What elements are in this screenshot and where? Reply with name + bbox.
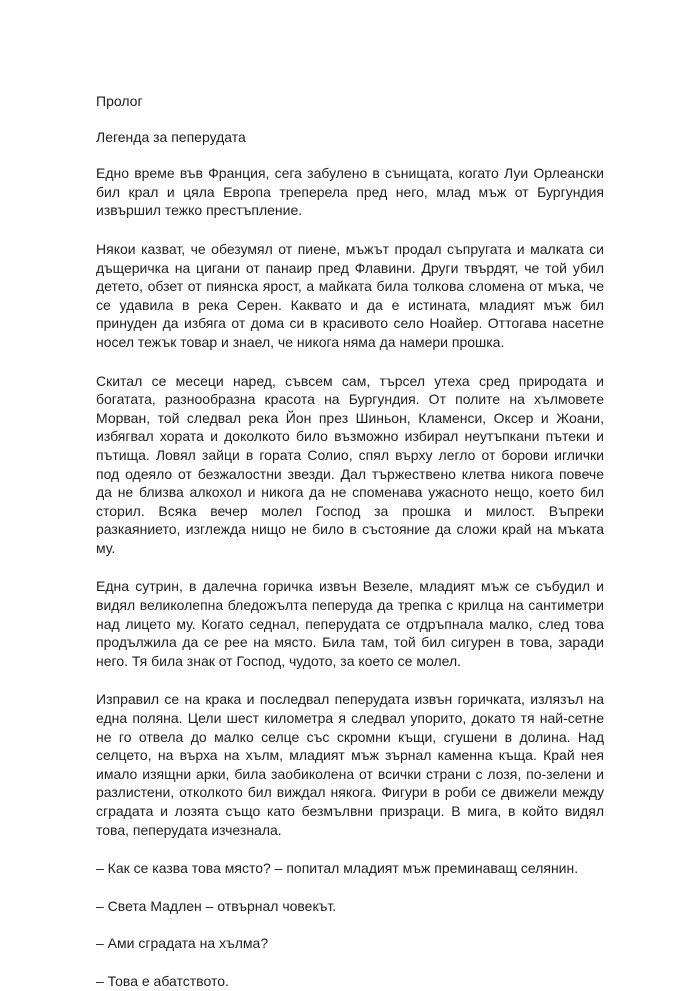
dialogue-line-2: – Света Мадлен – отвърнал човекът. bbox=[96, 897, 337, 914]
dialogue-line-4: – Това е абатството. bbox=[96, 972, 229, 989]
dialogue-line-1: – Как се казва това място? – попитал младият мъж преминаващ селянин. bbox=[96, 860, 579, 877]
paragraph-1: Едно време във Франция, сега забулено в сънищата, когато Луи Орлеански бил крал и цяла Европа треперела пред него, млад мъж от Бургундия извършил тежко престъпление. bbox=[96, 165, 604, 219]
legend-subheading: Легенда за пеперудата bbox=[96, 128, 246, 145]
dialogue-line-3: – Ами сградата на хълма? bbox=[96, 935, 269, 952]
paragraph-5: Изправил се на крака и последвал пеперудата извън горичката, излязъл на една поляна. Цели шест километра я следвал упорито, докато тя най-сетне не го отвела до малко селце със скромни къщи, сгушени в долина. Над селцето, на върха на хълм, младият мъж зърнал каменна къща. Край нея имало изящни арки, била заобиколена от всички страни с лозя, по-зелени и разлистени, отколкото бил виждал някога. Фигури в роби се движели между сградата и лозята също като безмълвни призраци. В мига, в който видял това, пеперудата изчезнала. bbox=[96, 691, 604, 838]
paragraph-4: Една сутрин, в далечна горичка извън Везеле, младият мъж се събудил и видял великолепна бледожълта пеперуда да трепка с крилца на сантиметри над лицето му. Когато седнал, пеперудата се отдръпнала малко, след това продължила да се рее на място. Била там, той бил сигурен в това, заради него. Тя била знак от Господ, чудото, за което се молел. bbox=[96, 578, 604, 669]
paragraph-3: Скитал се месеци наред, съвсем сам, търсел утеха сред природата и богатата, разнообразна красота на Бургундия. От полите на хълмовете Морван, той следвал река Йон през Шиньон, Кламенси, Оксер и Жоани, избягвал хората и доколкото било възможно избирал неутъпкани пътеки и пътища. Ловял зайци в гората Солио, спял върху легло от борови иглички под одеяло от безжалостни звезди. Дал тържествено клетва никога повече да не близва алкохол и никога да не споменава ужасното нещо, което бил сторил. Всяка вечер молел Господ за прошка и милост. Въпреки разкаянието, изглежда нищо не било в състояние да сложи край на мъката му. bbox=[96, 372, 604, 556]
prologue-heading: Пролог bbox=[96, 93, 143, 109]
paragraph-2: Някои казват, че обезумял от пиене, мъжът продал съпругата и малката си дъщеричка на цигани от панаир пред Флавини. Други твърдят, че той убил детето, обзет от пиянска ярост, а майката била толкова сломена от мъка, че се удавила в река Серен. Каквато и да е истината, младият мъж бил принуден да избяга от дома си в красивото село Ноайер. Оттогава насетне носел тежък товар и знаел, че никога няма да намери прошка. bbox=[96, 240, 604, 350]
